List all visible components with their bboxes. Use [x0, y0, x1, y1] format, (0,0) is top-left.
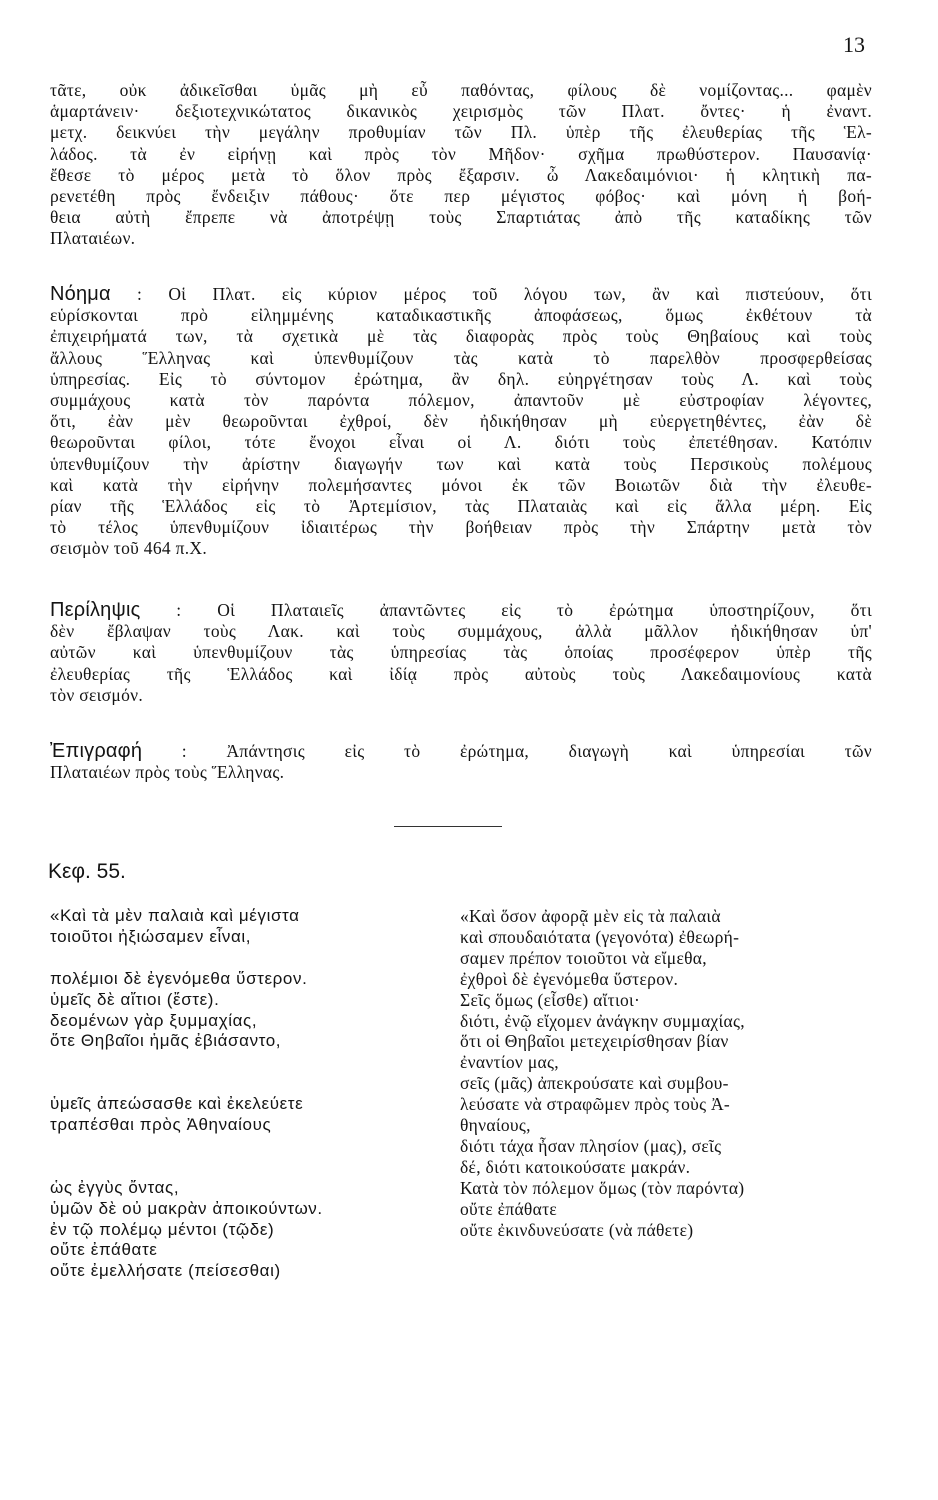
epigrafi-first-line [50, 741, 872, 762]
noima-first-line [50, 284, 872, 305]
original-line: οὔτε ἐμελλήσατε (πείσεσθαι) [50, 1261, 281, 1281]
translation-line: Σεῖς ὅμως (εἶσθε) αἴτιοι· [460, 989, 641, 1010]
perilipsis-section [50, 600, 872, 706]
line-gap [50, 1052, 442, 1073]
commentary-line: ἔθεσε τὸ μέρος μετὰ τὸ ὅλον πρὸς ἔξαρσιν. ὦ Λακεδαιμόνιοι· ἡ κλητικὴ πα- [50, 164, 872, 185]
noima-line: θεωροῦνται φίλοι, τότε ἔνοχοι εἶναι οἱ Λ. διότι τοὺς ἐπετέθησαν. Κατόπιν [50, 432, 872, 453]
translation-line: σαμεν πρέπον τοιοῦτοι νὰ εἴμεθα, [460, 947, 707, 968]
epigrafi-line: Πλαταιέων πρὸς τοὺς Ἕλληνας. [50, 762, 285, 783]
section-divider [394, 826, 502, 827]
noima-line: ἄλλους Ἕλληνας καὶ ὑπενθυμίζουν τὰς κατὰ τὸ παρελθὸν προσφερθείσας [50, 347, 872, 368]
perilipsis-line: δὲν ἔβλαψαν τοὺς Λακ. καὶ τοὺς συμμάχους, ἀλλὰ μᾶλλον ἠδικήθησαν ὑπ' [50, 621, 872, 642]
commentary-line: Πλαταιέων. [50, 228, 136, 249]
commentary-line: τᾶτε, οὐκ ἀδικεῖσθαι ὑμᾶς μὴ εὖ παθόντας, φίλους δὲ νομίζοντας... φαμὲν [50, 80, 872, 100]
noima-line: ὑπηρεσίας. Εἰς τὸ σύντομον ἐρώτημα, ἂν δηλ. εὐηργέτησαν τοὺς Λ. καὶ τοὺς [50, 368, 872, 389]
commentary-paragraph [50, 80, 872, 250]
translation-line: ἐχθροὶ δὲ ἐγενόμεθα ὕστερον. [460, 968, 679, 989]
translation-line: Κατὰ τὸν πόλεμον ὅμως (τὸν παρόντα) [460, 1177, 745, 1198]
translation-line: ὅτι οἱ Θηβαῖοι μετεχειρίσθησαν βίαν [460, 1031, 729, 1052]
perilipsis-heading: Περίληψις [50, 599, 141, 621]
translation-line: διότι, ἐνῷ εἴχομεν ἀνάγκην συμμαχίας, [460, 1010, 745, 1031]
original-line: δεομένων γὰρ ξυμμαχίας, [50, 1010, 258, 1030]
translation-line: οὔτε ἐπάθατε [460, 1198, 558, 1219]
original-line: οὔτε ἐπάθατε [50, 1240, 158, 1260]
page-number: 13 [843, 32, 865, 57]
noima-line: ρίαν τῆς Ἑλλάδος εἰς τὸ Ἀρτεμίσιον, τὰς Πλαταιὰς καὶ εἰς ἄλλα μέρη. Εἰς [50, 496, 872, 517]
noima-section [50, 284, 872, 560]
translation-line: διότι τάχα ἦσαν πλησίον (μας), σεῖς [460, 1135, 722, 1156]
original-line: ἐν τῷ πολέμῳ μέντοι (τῷδε) [50, 1219, 275, 1239]
original-line: ὅτε Θηβαῖοι ἡμᾶς ἐβιάσαντο, [50, 1031, 282, 1051]
original-line: ὡς ἐγγὺς ὄντας, [50, 1177, 180, 1197]
original-line: τοιοῦτοι ἠξιώσαμεν εἶναι, [50, 926, 252, 946]
perilipsis-line: τὸν σεισμόν. [50, 684, 144, 705]
perilipsis-first-line [50, 600, 872, 621]
noima-line: ὑπενθυμίζουν τὴν ἀρίστην διαγωγήν των καὶ κατὰ τοὺς Περσικοὺς πολέμους [50, 453, 872, 474]
original-text-column [50, 906, 442, 1282]
perilipsis-line: : Οἱ Πλαταιεῖς ἀπαντῶντες εἰς τὸ ἐρώτημα ὑποστηρίζουν, ὅτι [176, 600, 872, 620]
translation-column [460, 906, 874, 1241]
commentary-line: ἁμαρτάνειν· δεξιοτεχνικώτατος δικανικὸς χειρισμὸς τῶν Πλατ. ὄντες· ἡ ἐναντ. [50, 101, 872, 122]
epigrafi-heading: Ἐπιγραφή [50, 740, 143, 762]
noima-line: καὶ κατὰ τὴν εἰρήνην πολεμήσαντες μόνοι ἐκ τῶν Βοιωτῶν διὰ τὴν ἐλευθε- [50, 474, 872, 495]
perilipsis-line: αὐτῶν καὶ ὑπενθυμίζουν τὰς ὑπηρεσίας τὰς ὁποίας προσέφερον ὑπὲρ τῆς [50, 642, 872, 663]
original-line: ὑμεῖς ἀπεώσασθε καὶ ἐκελεύετε [50, 1094, 304, 1114]
line-gap [50, 948, 442, 969]
noima-line: : Οἱ Πλατ. εἰς κύριον μέρος τοῦ λόγου των, ἂν καὶ πιστεύουν, ὅτι [136, 284, 872, 304]
commentary-line: ρενετέθη πρὸς ἔνδειξιν πάθους· ὅτε περ μέγιστος φόβος· καὶ μόνη ἡ βοή- [50, 186, 872, 207]
noima-line: σεισμὸν τοῦ 464 π.Χ. [50, 538, 208, 559]
commentary-line: λάδος. τὰ ἐν εἰρήνῃ καὶ πρὸς τὸν Μῆδον· σχῆμα πρωθύστερον. Παυσανίᾳ· [50, 143, 872, 164]
epigrafi-section [50, 741, 872, 783]
translation-line: «Καὶ ὅσον ἀφορᾷ μὲν εἰς τὰ παλαιὰ [460, 906, 721, 926]
noima-heading: Νόημα [50, 283, 111, 305]
chapter-title: Κεφ. 55. [48, 860, 126, 883]
perilipsis-line: ἐλευθερίας τῆς Ἑλλάδος καὶ ἰδίᾳ πρὸς αὐτοὺς τοὺς Λακεδαιμονίους κατὰ [50, 663, 872, 684]
translation-line: σεῖς (μᾶς) ἀπεκρούσατε καὶ συμβου- [460, 1073, 729, 1094]
translation-line: καὶ σπουδαιότατα (γεγονότα) ἐθεωρή- [460, 926, 740, 947]
noima-line: συμμάχους κατὰ τὸν παρόντα πόλεμον, ἀπαντοῦν μὲ εὐστροφίαν λέγοντες, [50, 390, 872, 411]
original-line: ὑμεῖς δὲ αἴτιοι (ἔστε). [50, 989, 220, 1009]
original-line: «Καὶ τὰ μὲν παλαιὰ καὶ μέγιστα [50, 906, 300, 925]
commentary-line: θεια αὐτὴ ἔπρεπε νὰ ἀποτρέψῃ τοὺς Σπαρτιάτας ἀπὸ τῆς καταδίκης τῶν [50, 207, 872, 228]
line-gap [50, 1136, 442, 1157]
commentary-line: μετχ. δεικνύει τὴν μεγάλην προθυμίαν τῶν Πλ. ὑπὲρ τῆς ἐλευθερίας τῆς Ἑλ- [50, 122, 872, 143]
original-line: ὑμῶν δὲ οὐ μακρὰν ἀποικούντων. [50, 1198, 323, 1218]
translation-line: ἐναντίον μας, [460, 1052, 559, 1073]
noima-line: ἐπιχειρήματά των, τὰ σχετικὰ μὲ τὰς διαφορὰς πρὸς τοὺς Θηβαίους καὶ τοὺς [50, 326, 872, 347]
original-line: πολέμιοι δὲ ἐγενόμεθα ὕστερον. [50, 968, 308, 988]
line-gap [50, 1073, 442, 1094]
translation-line: δέ, διότι κατοικούσατε μακράν. [460, 1156, 691, 1177]
noima-line: εὑρίσκονται πρὸ εἰλημμένης καταδικαστικῆς ἀποφάσεως, ὅμως ἐκθέτουν τὰ [50, 305, 872, 326]
translation-line: λεύσατε νὰ στραφῶμεν πρὸς τοὺς Ἀ- [460, 1094, 731, 1115]
translation-line: θηναίους, [460, 1115, 531, 1136]
translation-line: οὔτε ἐκινδυνεύσατε (νὰ πάθετε) [460, 1219, 694, 1240]
epigrafi-line: : Ἀπάντησις εἰς τὸ ἐρώτημα, διαγωγὴ καὶ ὑπηρεσίαι τῶν [181, 741, 872, 761]
line-gap [50, 1157, 442, 1178]
original-line: τραπέσθαι πρὸς Ἀθηναίους [50, 1115, 272, 1135]
noima-line: ὅτι, ἐὰν μὲν θεωροῦνται ἐχθροί, δὲν ἠδικήθησαν μὴ εὐεργετηθέντες, ἐὰν δὲ [50, 411, 872, 432]
noima-line: τὸ τέλος ὑπενθυμίζουν ἰδιαιτέρως τὴν βοήθειαν πρὸς τὴν Σπάρτην μετὰ τὸν [50, 517, 872, 538]
